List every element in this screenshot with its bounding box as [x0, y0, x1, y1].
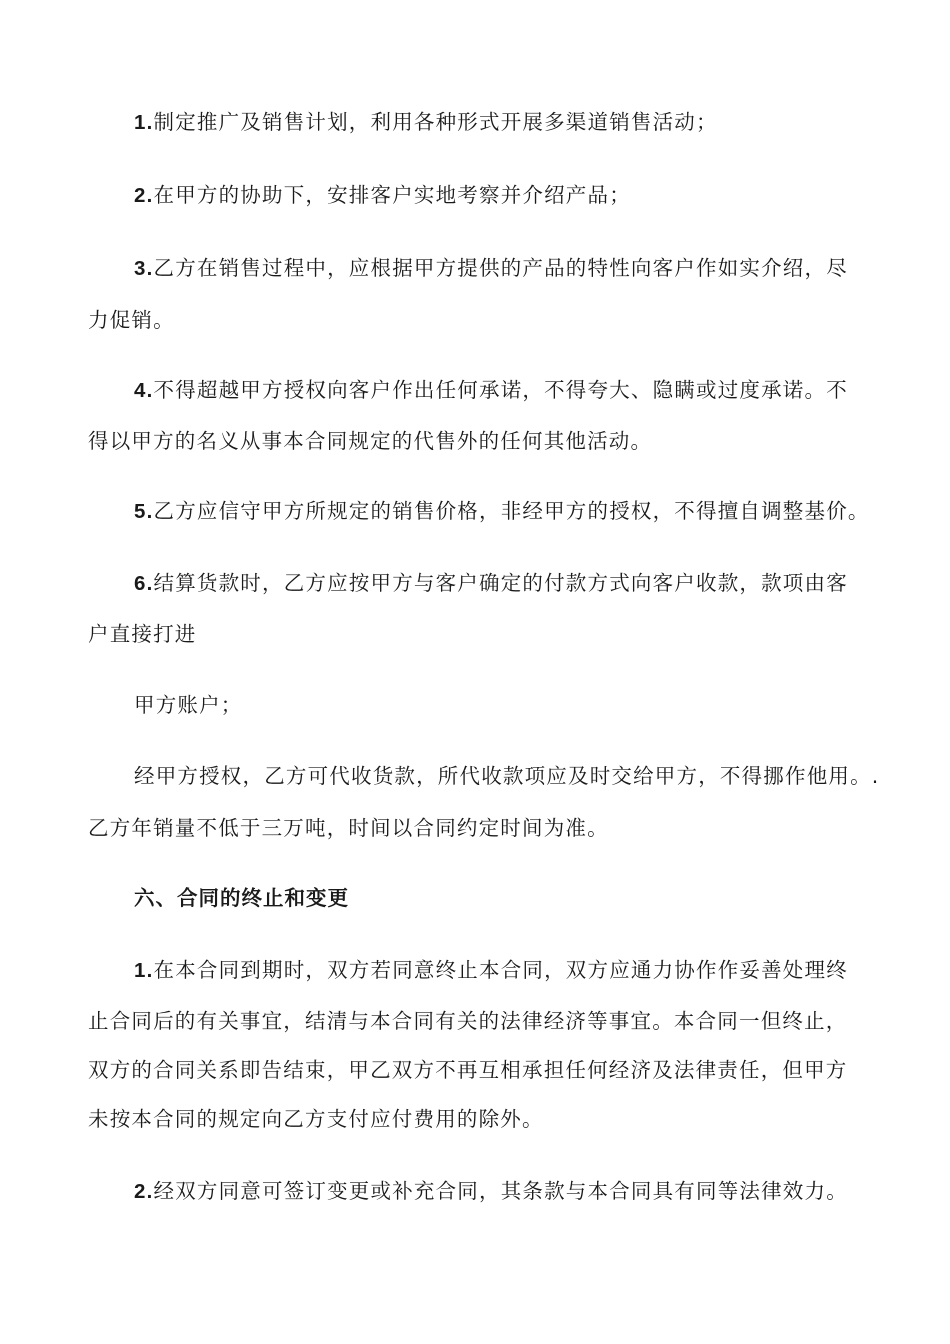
termination-item-2	[134, 1177, 872, 1206]
item-number: 1.	[134, 959, 154, 982]
section-heading: 六、合同的终止和变更	[134, 886, 349, 910]
termination-item-1-line-2: 止合同后的有关事宜，结清与本合同有关的法律经济等事宜。本合同一但终止，	[88, 1009, 848, 1033]
termination-item-1	[134, 956, 872, 985]
item-text: 结算货款时，乙方应按甲方与客户确定的付款方式向客户收款，款项由客	[153, 571, 848, 595]
item-text: 经双方同意可签订变更或补充合同，其条款与本合同具有同等法律效力。	[153, 1179, 848, 1203]
list-item-4	[134, 376, 872, 405]
item-number: 3.	[134, 257, 154, 280]
list-item-6	[134, 569, 872, 598]
item-number: 5.	[134, 500, 154, 523]
proxy-paragraph-line-1: 经甲方授权，乙方可代收货款，所代收款项应及时交给甲方，不得挪作他用。.	[134, 764, 880, 788]
item-number: 2.	[134, 184, 154, 207]
list-item-4-continuation: 得以甲方的名义从事本合同规定的代售外的任何其他活动。	[88, 429, 653, 453]
item-text: 在本合同到期时，双方若同意终止本合同，双方应通力协作作妥善处理终	[153, 958, 848, 982]
item-number: 1.	[134, 111, 154, 134]
item-text: 乙方应信守甲方所规定的销售价格，非经甲方的授权，不得擅自调整基价。	[153, 499, 870, 523]
list-item-3-continuation: 力促销。	[88, 308, 175, 332]
account-line: 甲方账户；	[134, 693, 243, 717]
item-text: 制定推广及销售计划，利用各种形式开展多渠道销售活动；	[153, 110, 718, 134]
list-item-2	[134, 181, 872, 210]
list-item-5	[134, 497, 872, 526]
item-number: 2.	[134, 1180, 154, 1203]
item-text: 在甲方的协助下，安排客户实地考察并介绍产品；	[153, 183, 631, 207]
proxy-paragraph-line-2: 乙方年销量不低于三万吨，时间以合同约定时间为准。	[88, 816, 609, 840]
termination-item-1-line-3: 双方的合同关系即告结束，甲乙双方不再互相承担任何经济及法律责任，但甲方	[88, 1058, 848, 1082]
list-item-3	[134, 254, 872, 283]
item-text: 不得超越甲方授权向客户作出任何承诺，不得夸大、隐瞒或过度承诺。不	[153, 378, 848, 402]
item-number: 4.	[134, 379, 154, 402]
item-text: 乙方在销售过程中，应根据甲方提供的产品的特性向客户作如实介绍，尽	[153, 256, 848, 280]
item-number: 6.	[134, 572, 154, 595]
termination-item-1-line-4: 未按本合同的规定向乙方支付应付费用的除外。	[88, 1107, 544, 1131]
list-item-1	[134, 108, 872, 137]
list-item-6-continuation: 户直接打进	[88, 622, 197, 646]
